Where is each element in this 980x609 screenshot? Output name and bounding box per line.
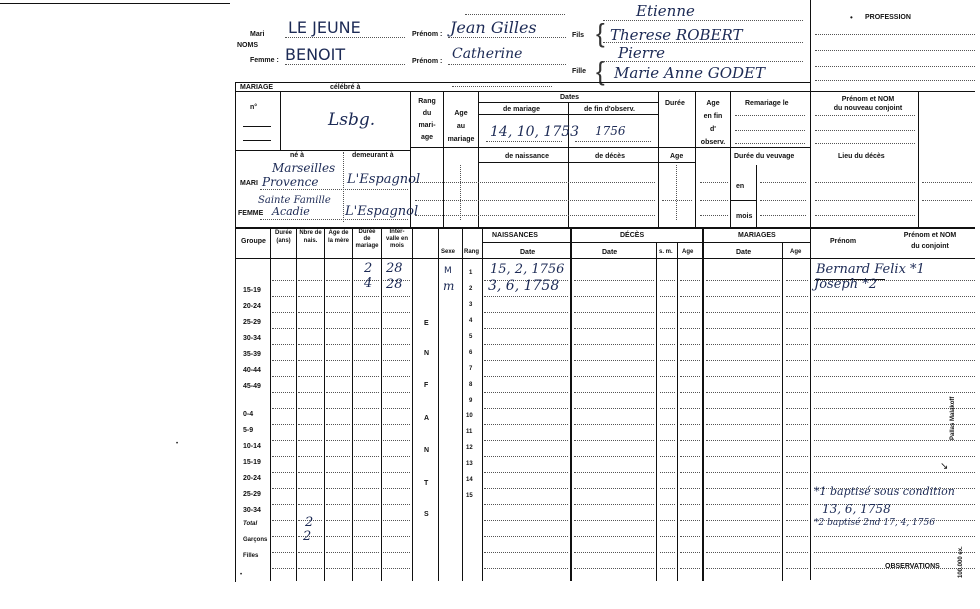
rank-number: 5 xyxy=(469,334,473,340)
total-value: 2 xyxy=(305,515,314,530)
group-label: 40-44 xyxy=(243,367,261,374)
note-1-date: 13, 6, 1758 xyxy=(822,502,891,516)
enfants-letter: S xyxy=(424,511,429,518)
child-2-intervalle: 28 xyxy=(386,277,403,292)
femme-name: BENOIT xyxy=(285,45,346,64)
group-label: 5-9 xyxy=(243,427,254,434)
fille-label: Fille xyxy=(572,68,587,75)
mari-row-label: MARI xyxy=(240,180,258,187)
deces-label: DÉCÈS xyxy=(620,232,645,239)
veuvage-label: Durée du veuvage xyxy=(734,153,795,160)
child-2-duree: 4 xyxy=(364,276,373,291)
enfants-letter: F xyxy=(424,382,429,389)
age-fin-label: Age en fin d' observ. xyxy=(700,100,726,146)
group-label: 25-29 xyxy=(243,319,261,326)
note-2: *2 baptisé 2nd 17, 4, 1756 xyxy=(814,518,935,528)
fils-parents: Therese ROBERT xyxy=(610,26,743,44)
group-label: 45-49 xyxy=(243,383,261,390)
fils-prenom: Etienne xyxy=(636,2,695,20)
rank-number: 7 xyxy=(469,366,473,372)
remariage-label: Remariage le xyxy=(745,100,789,107)
femme-prenom: Catherine xyxy=(452,46,523,62)
rank-number: 10 xyxy=(466,413,473,419)
age-mere-label: Age de la mère xyxy=(327,230,349,244)
femme-demeurant: L'Espagnol xyxy=(345,204,419,219)
mariages-label: MARIAGES xyxy=(738,232,776,239)
child-1-prenom: Bernard Felix *1 xyxy=(816,262,925,277)
de-mariage-label: de mariage xyxy=(503,106,540,113)
nbre-nais-label: Nbre de nais. xyxy=(299,230,322,244)
prenom-col-label: Prénom xyxy=(830,238,857,245)
fille-prenom: Pierre xyxy=(618,44,665,62)
nouveau-conjoint-label: Prénom et NOM du nouveau conjoint xyxy=(833,96,903,112)
filles-label: Filles xyxy=(243,553,259,559)
lieu-mariage: Lsbg. xyxy=(328,110,376,130)
prenom-label-mari: Prénom : xyxy=(412,31,443,38)
fils-label: Fils xyxy=(572,32,585,39)
rank-number: 14 xyxy=(466,477,473,483)
mariage-label: MARIAGE xyxy=(240,84,274,91)
mois-label: mois xyxy=(736,213,753,220)
child-2-date: 3, 6, 1758 xyxy=(488,278,560,294)
note-1: *1 baptisé sous condition xyxy=(814,485,955,498)
child-1-intervalle: 28 xyxy=(386,261,403,276)
dates-label: Dates xyxy=(560,94,580,101)
enfants-letter: A xyxy=(424,415,430,422)
mari-ne-region: Provence xyxy=(262,175,319,189)
mariage-date-label: Date xyxy=(736,249,752,256)
date-mariage: 14, 10, 1753 xyxy=(490,124,580,140)
mari-ne-a: Marseilles xyxy=(272,161,336,175)
noms-label: NOMS xyxy=(237,42,258,49)
rank-number: 13 xyxy=(466,461,473,467)
group-label: 15-19 xyxy=(243,459,261,466)
conjoint-col-label: Prénom et NOM du conjoint xyxy=(903,232,957,250)
age-mariage-label: Age au mariage xyxy=(447,110,475,143)
mari-prenom: Jean Gilles xyxy=(450,18,537,37)
group-label: 0-4 xyxy=(243,411,254,418)
rank-number: 2 xyxy=(469,286,473,292)
duree-mariage-col-label: Durée de mariage xyxy=(355,229,379,249)
total-label: Total xyxy=(243,521,258,527)
rank-number: 6 xyxy=(469,350,473,356)
brace-fils: { xyxy=(596,18,605,48)
garcons-label: Garçons xyxy=(243,537,268,543)
group-label: 30-34 xyxy=(243,507,261,514)
duree-ans-label: Durée (ans) xyxy=(274,230,292,244)
deces-date-label: de décès xyxy=(595,153,625,160)
demeurant-label: demeurant à xyxy=(352,152,394,159)
rank-number: 8 xyxy=(469,382,473,388)
no-label: n° xyxy=(250,104,258,111)
child-1-date: 15, 2, 1756 xyxy=(490,262,565,277)
rank-number: 9 xyxy=(469,398,473,404)
child-1-duree: 2 xyxy=(364,261,373,276)
rank-number: 4 xyxy=(469,318,473,324)
deces-col-date-label: Date xyxy=(602,249,618,256)
observations-label: OBSERVATIONS xyxy=(885,563,940,570)
sm-label: s. m. xyxy=(659,249,673,255)
duree-label: Durée xyxy=(665,100,685,107)
mariage-age-label: Age xyxy=(790,249,802,255)
naissance-date-label: Date xyxy=(520,249,536,256)
group-label: 30-34 xyxy=(243,335,261,342)
profession-label: PROFESSION xyxy=(865,14,911,21)
femme-ne-a: Sainte Famille xyxy=(258,195,331,206)
print-run-mark: 100.000 ex. xyxy=(958,546,964,578)
groupe-label: Groupe xyxy=(241,238,266,245)
sexe-label: Sexe xyxy=(441,249,456,255)
enfants-letter: N xyxy=(424,447,430,454)
group-label: 20-24 xyxy=(243,303,261,310)
ne-a-label: né à xyxy=(290,152,305,159)
child-2-prenom: Joseph *2 xyxy=(814,277,878,292)
naissance-label: de naissance xyxy=(505,153,549,160)
rank-number: 3 xyxy=(469,302,473,308)
rang-mariage-label: Rang du mari- age xyxy=(418,98,436,141)
group-label: 10-14 xyxy=(243,443,261,450)
deces-age-label: Age xyxy=(682,249,694,255)
prenom-label-femme: Prénom : xyxy=(412,58,443,65)
lieu-deces-label: Lieu du décès xyxy=(838,153,885,160)
printer-mark: Pallas Malakoff xyxy=(950,396,956,440)
mari-demeurant: L'Espagnol xyxy=(347,172,421,187)
rank-number: 15 xyxy=(466,493,473,499)
rank-number: 1 xyxy=(469,270,473,276)
enfants-letter: T xyxy=(424,480,429,487)
group-label: 15-19 xyxy=(243,287,261,294)
child-2-sexe: m xyxy=(443,279,455,293)
rank-number: 11 xyxy=(466,429,473,435)
enfants-letter: E xyxy=(424,320,429,327)
date-fin-observ: 1756 xyxy=(595,124,626,138)
en-label: en xyxy=(736,183,745,190)
enfants-letter: N xyxy=(424,350,430,357)
child-1-sexe: M xyxy=(444,266,452,276)
naissances-label: NAISSANCES xyxy=(492,232,538,239)
mari-label: Mari xyxy=(250,31,265,38)
age2-label: Age xyxy=(670,153,684,160)
brace-fille: { xyxy=(596,56,605,86)
celebre-label: célébré à xyxy=(330,84,361,91)
group-label: 35-39 xyxy=(243,351,261,358)
rang-label: Rang xyxy=(464,249,479,255)
femme-ne-region: Acadie xyxy=(272,205,310,218)
mari-name: LE JEUNE xyxy=(288,18,361,37)
femme-label: Femme : xyxy=(250,57,279,64)
garcons-value: 2 xyxy=(303,529,312,544)
intervalle-label: Inter- valle en mois xyxy=(385,229,408,249)
group-label: 25-29 xyxy=(243,491,261,498)
fille-parents: Marie Anne GODET xyxy=(614,64,765,82)
group-label: 20-24 xyxy=(243,475,261,482)
rank-number: 12 xyxy=(466,445,473,451)
fin-observ-label: de fin d'observ. xyxy=(584,106,635,113)
femme-row-label: FEMME xyxy=(238,210,264,217)
